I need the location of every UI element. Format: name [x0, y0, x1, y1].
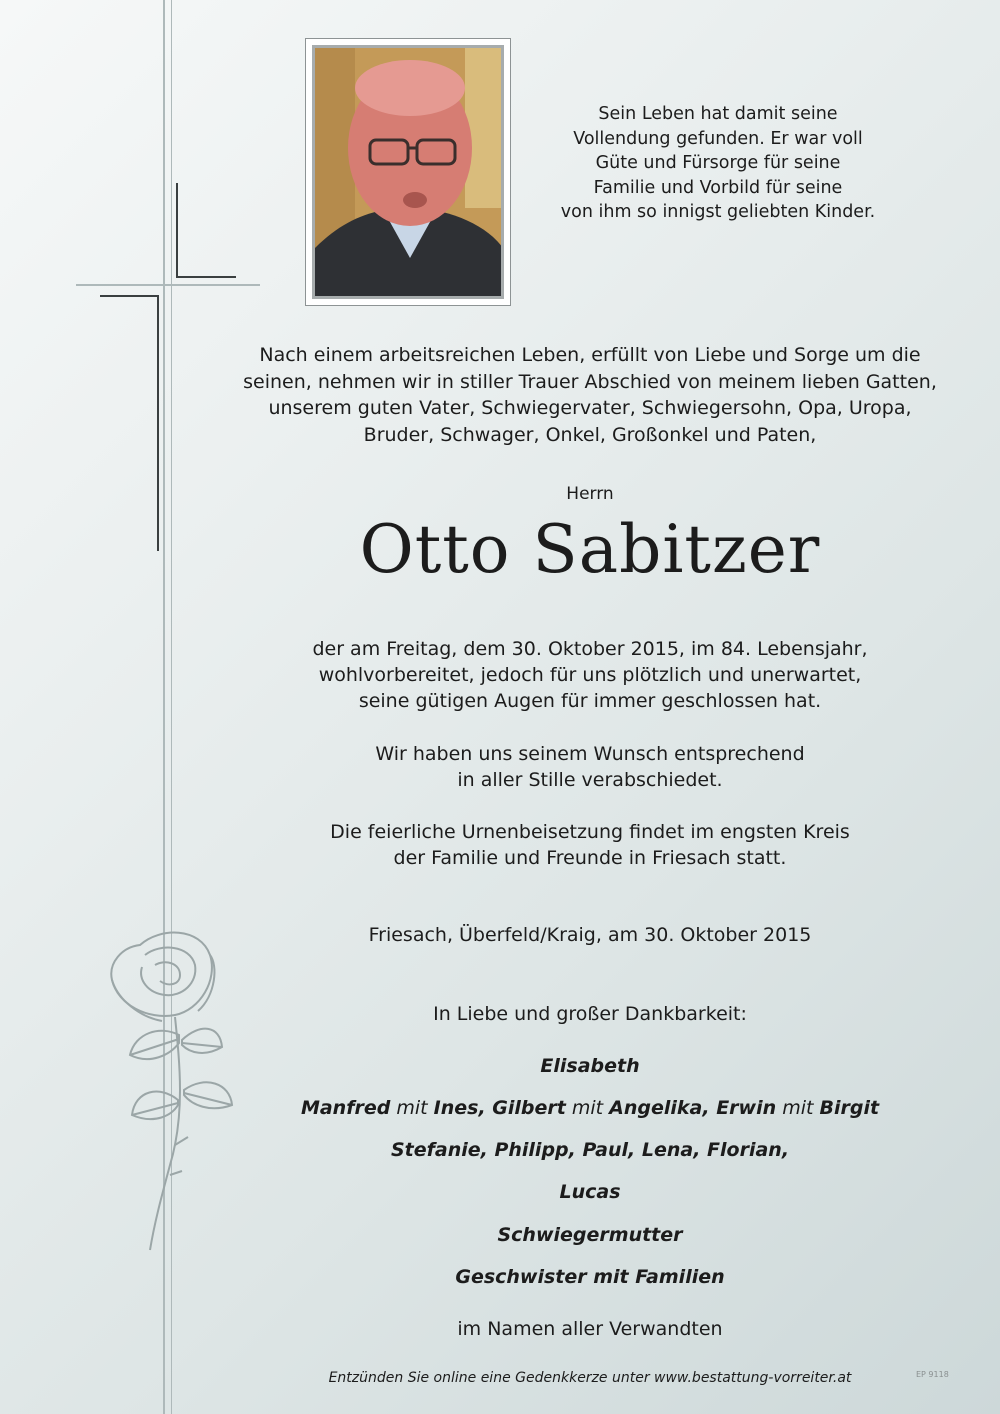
quote-line: Familie und Vorbild für seine: [593, 177, 843, 198]
portrait-photo: [312, 45, 504, 299]
family-names: Angelika, Erwin: [609, 1097, 777, 1119]
family-line-5: Schwiegermutter: [497, 1224, 683, 1246]
burial-line: Die feierliche Urnenbeisetzung findet im engsten Kreis: [330, 821, 850, 843]
family-names: Ines, Gilbert: [433, 1097, 566, 1119]
farewell-notice: [180, 741, 1000, 793]
death-line: der am Freitag, dem 30. Oktober 2015, im 84. Lebensjahr,: [312, 638, 868, 660]
thanks-line: In Liebe und großer Dankbarkeit:: [433, 1003, 747, 1025]
memorial-quote: [548, 102, 888, 225]
quote-line: Vollendung gefunden. Er war voll: [573, 128, 863, 149]
footer-note: Entzünden Sie online eine Gedenkkerze unter www.bestattung-vorreiter.at: [328, 1370, 852, 1386]
intro-line: seinen, nehmen wir in stiller Trauer Abschied von meinem lieben Gatten,: [243, 370, 937, 393]
closing-line: im Namen aller Verwandten: [457, 1318, 723, 1340]
burial-notice: [180, 819, 1000, 871]
print-code: EP 9118: [916, 1370, 949, 1379]
family-line-6: Geschwister mit Familien: [455, 1266, 725, 1288]
cross-dark-vertical-right: [176, 183, 178, 278]
quote-line: von ihm so innigst geliebten Kinder.: [560, 202, 876, 222]
death-notice: [180, 636, 1000, 714]
intro-paragraph: [180, 342, 1000, 448]
salutation: Herrn: [566, 484, 614, 504]
death-line: seine gütigen Augen für immer geschlossen hat.: [358, 690, 822, 712]
family-connector: mit: [390, 1097, 434, 1119]
burial-line: der Familie und Freunde in Friesach statt.: [393, 847, 787, 869]
family-connector: mit: [565, 1097, 610, 1119]
cross-horizontal-line: [76, 284, 260, 286]
cross-dark-horizontal-right: [176, 276, 236, 278]
family-names: Manfred: [300, 1097, 391, 1119]
place-date: Friesach, Überfeld/Kraig, am 30. Oktober 2015: [368, 924, 812, 946]
quote-line: Güte und Fürsorge für seine: [595, 153, 841, 173]
portrait-photo-frame: [305, 38, 511, 306]
cross-dark-horizontal-left: [100, 295, 159, 297]
quote-line: Sein Leben hat damit seine: [598, 104, 838, 124]
family-line-4: Lucas: [559, 1181, 621, 1203]
intro-line: Nach einem arbeitsreichen Leben, erfüllt von Liebe und Sorge um die: [259, 344, 921, 366]
intro-line: unserem guten Vater, Schwiegervater, Schwiegersohn, Opa, Uropa,: [268, 397, 912, 419]
wish-line: Wir haben uns seinem Wunsch entsprechend: [375, 743, 805, 765]
rose-illustration: [100, 925, 260, 1255]
cross-dark-vertical-left: [157, 295, 159, 551]
family-line-2: [180, 1097, 1000, 1119]
intro-line: Bruder, Schwager, Onkel, Großonkel und Paten,: [363, 423, 817, 446]
family-connector: mit: [776, 1097, 820, 1119]
deceased-name: Otto Sabitzer: [359, 511, 821, 588]
family-line-1: Elisabeth: [540, 1055, 640, 1077]
wish-line: in aller Stille verabschiedet.: [457, 769, 723, 791]
death-line: wohlvorbereitet, jedoch für uns plötzlich und unerwartet,: [318, 664, 862, 686]
family-line-3: Stefanie, Philipp, Paul, Lena, Florian,: [390, 1139, 790, 1161]
family-names: Birgit: [819, 1097, 880, 1119]
